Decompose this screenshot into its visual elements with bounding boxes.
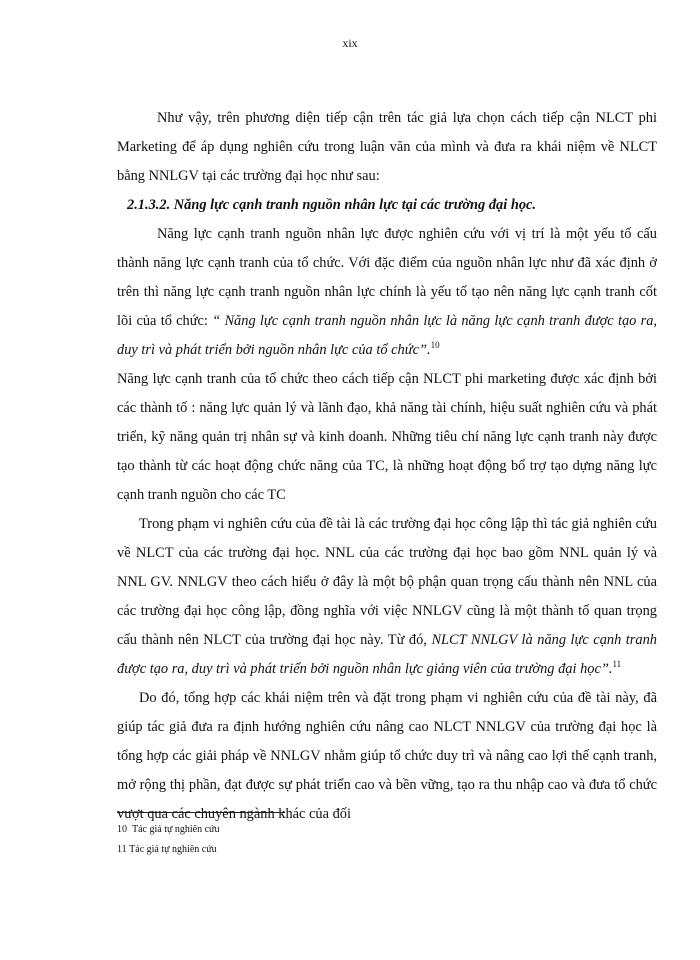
footnote-text: Tác giả tự nghiên cứu <box>132 824 220 835</box>
body-text <box>117 104 657 829</box>
footnote-ref-10: 10 <box>430 340 440 351</box>
paragraph-components: Năng lực cạnh tranh của tổ chức theo cách tiếp cận NLCT phi marketing được xác định bởi các thành tố : năng lực quản lý và lãnh đạo, khả năng tài chính, hiệu suất nghiên cứu và phát triển, kỹ năng quản trị nhân sự và kinh doanh. Những tiêu chí năng lực cạnh tranh này được tạo thành từ các hoạt động chức năng của TC, là những hoạt động bổ trợ tạo dựng năng lực cạnh tranh nguồn cho các TC <box>117 371 657 503</box>
paragraph-scope-text: Trong phạm vi nghiên cứu của đề tài là các trường đại học công lập thì tác giả nghiên cứu về NLCT của các trường đại học. NNL của các trường đại học bao gồm NNL quản lý và NNL GV. NNLGV theo cách hiểu ở đây là một bộ phận quan trọng cấu thành nên NNL của các trường đại học công lập, đồng nghĩa với việc NNLGV cũng là một thành tố quan trọng cấu thành nên NLCT của trường đại học này. Từ đó, <box>117 516 657 648</box>
paragraph-definition-text: Năng lực cạnh tranh nguồn nhân lực được nghiên cứu với vị trí là một yếu tố cấu thành năng lực cạnh tranh của tổ chức. Với đặc điểm của nguồn nhân lực như đã xác định ở trên thì năng lực cạnh tranh nguồn nhân lực chính là yếu tố tạo nên năng lực cạnh tranh cốt lõi của tổ chức: <box>117 226 657 329</box>
definition-quote: “ Năng lực cạnh tranh nguồn nhân lực là năng lực cạnh tranh được tạo ra, duy trì và phát triển bởi nguồn nhân lực của tổ chức”. <box>117 313 658 358</box>
paragraph-conclusion: Do đó, tổng hợp các khái niệm trên và đặt trong phạm vi nghiên cứu của đề tài này, đã giúp tác giả đưa ra định hướng nghiên cứu nâng cao NLCT NNLGV của trường đại học là tổng hợp các giải pháp về NNLGV nhằm giúp tổ chức duy trì và nâng cao lợi thế cạnh tranh, mở rộng thị phần, đạt được sự phát triển cao và bền vững, tạo ra thu nhập cao và đưa tổ chức vượt qua các chuyên ngành khác của đối <box>117 690 657 822</box>
footnote-item <box>117 820 417 840</box>
footnote-text: Tác giả tự nghiên cứu <box>129 844 217 855</box>
paragraph-scope <box>117 510 657 684</box>
footnote-number: 11 <box>117 844 127 855</box>
footnote-divider <box>117 812 285 813</box>
paragraph-intro: Như vậy, trên phương diện tiếp cận trên tác giả lựa chọn cách tiếp cận NLCT phi Marketing để áp dụng nghiên cứu trong luận văn của mình và đưa ra khái niệm về NLCT bằng NNLGV tại các trường đại học như sau: <box>117 110 657 184</box>
paragraph-definition <box>117 220 657 365</box>
footnotes <box>117 820 417 860</box>
scope-quote: NLCT NNLGV là năng lực cạnh tranh được tạo ra, duy trì và phát triển bởi nguồn nhân lực giảng viên của trường đại học”. <box>117 632 657 677</box>
page-number: xix <box>342 36 358 50</box>
footnote-number: 10 <box>117 824 127 835</box>
footnote-ref-11: 11 <box>612 659 622 670</box>
footnote-item <box>117 840 417 860</box>
section-heading: 2.1.3.2. Năng lực cạnh tranh nguồn nhân lực tại các trường đại học. <box>127 197 537 213</box>
